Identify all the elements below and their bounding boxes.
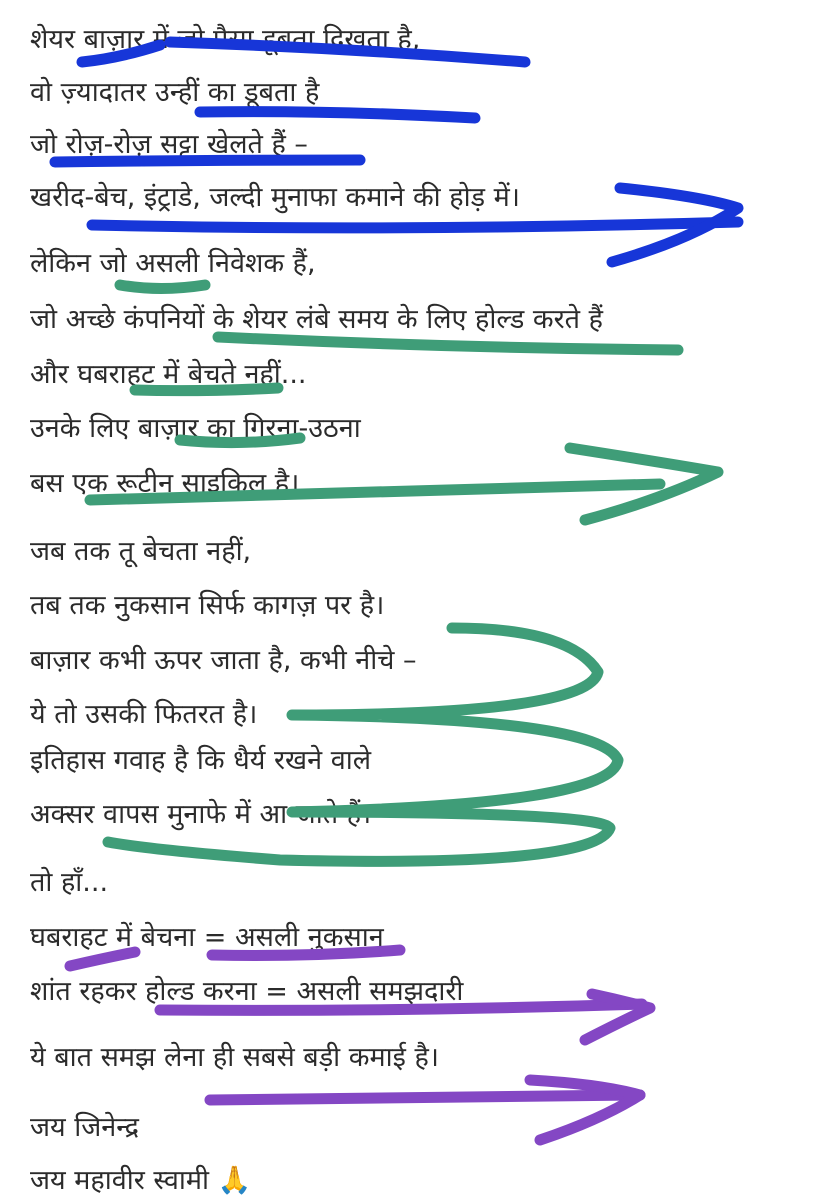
purple-arrow-stroke: [210, 1095, 640, 1100]
blue-arrow-stroke: [92, 222, 738, 228]
poem-line: घबराहट में बेचना = असली नुकसान: [30, 922, 384, 953]
signoff-line: जय जिनेन्द्र: [30, 1112, 139, 1143]
blue-underline-stroke: [200, 112, 475, 118]
poem-line: वो ज़्यादातर उन्हीं का डूबता है: [30, 77, 320, 108]
purple-arrow-head: [585, 994, 650, 1040]
green-underline-stroke: [218, 337, 678, 350]
poem-line: जो रोज़-रोज़ सट्टा खेलते हैं –: [30, 129, 308, 160]
poem-line: उनके लिए बाज़ार का गिरना-उठना: [30, 413, 361, 444]
poem-line: ये तो उसकी फितरत है।: [30, 699, 258, 730]
poem-line: और घबराहट में बेचते नहीं...: [30, 359, 307, 390]
signoff-line: [30, 1163, 251, 1199]
poem-line: जो अच्छे कंपनियों के शेयर लंबे समय के लिए होल्ड करते हैं: [30, 304, 603, 335]
poem-line: तब तक नुकसान सिर्फ कागज़ पर है।: [30, 590, 385, 621]
poem-line: बस एक रूटीन साइकिल है।: [30, 468, 300, 499]
poem-line: तो हाँ...: [30, 867, 109, 898]
purple-arrow-head: [530, 1080, 640, 1140]
green-arrow-head: [570, 448, 718, 520]
poem-line: शांत रहकर होल्ड करना = असली समझदारी: [30, 976, 464, 1007]
poem-line: शेयर बाज़ार में जो पैसा डूबता दिखता है,: [30, 24, 421, 55]
green-underline-stroke: [120, 285, 205, 289]
poem-line: जब तक तू बेचता नहीं,: [30, 536, 252, 567]
blue-arrow-head: [612, 188, 738, 262]
poem-line: बाज़ार कभी ऊपर जाता है, कभी नीचे –: [30, 645, 417, 676]
poem-line: इतिहास गवाह है कि धैर्य रखने वाले: [30, 745, 372, 776]
folded-hands-icon: 🙏: [217, 1165, 252, 1196]
signoff-text: जय महावीर स्वामी: [30, 1165, 210, 1196]
poem-line: अक्सर वापस मुनाफे में आ जाते हैं।: [30, 799, 372, 830]
poem-line: लेकिन जो असली निवेशक हैं,: [30, 248, 316, 279]
poem-line: खरीद-बेच, इंट्राडे, जल्दी मुनाफा कमाने की होड़ में।: [30, 182, 520, 213]
poem-line: ये बात समझ लेना ही सबसे बड़ी कमाई है।: [30, 1042, 440, 1073]
